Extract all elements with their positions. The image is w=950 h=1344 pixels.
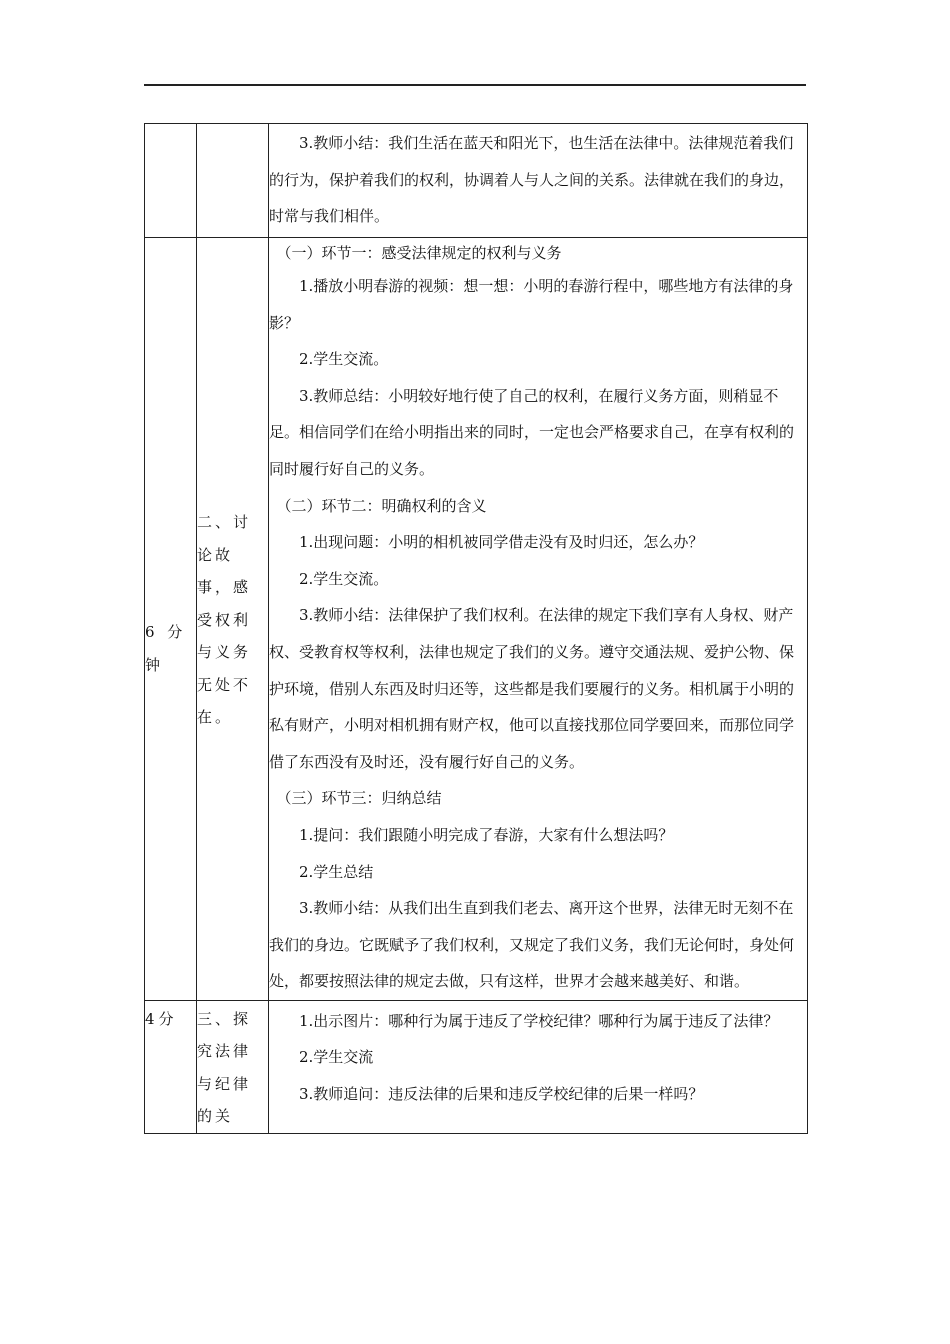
stage-cell bbox=[197, 124, 269, 238]
paragraph: 2.学生交流。 bbox=[299, 350, 389, 369]
paragraph: 3.教师小结：法律保护了我们权利。在法律的规定下我们享有人身权、财产权、受教育权等权利，法律也规定了我们的义务。遵守交通法规、爱护公物、保护环境，借别人东西及时归还等，这些都是我们要履行的义务。相机属于小明的私有财产，小明对相机拥有财产权，他可以直接找那位同学要回来，而那位同学借了东西没有及时还，没有履行好自己的义务。 bbox=[269, 606, 795, 771]
table-row bbox=[145, 238, 808, 1001]
table-row bbox=[145, 1000, 808, 1133]
section-heading: （一）环节一：感受法律规定的权利与义务 bbox=[276, 244, 562, 262]
content-cell bbox=[269, 238, 808, 1001]
header-rule bbox=[144, 84, 806, 86]
lesson-plan-table bbox=[144, 123, 808, 1134]
table-row bbox=[145, 124, 808, 238]
time-cell bbox=[145, 124, 197, 238]
paragraph: 3.教师总结：小明较好地行使了自己的权利，在履行义务方面，则稍显不足。相信同学们在给小明指出来的同时，一定也会严格要求自己，在享有权利的同时履行好自己的义务。 bbox=[269, 386, 795, 478]
stage-cell: 二、讨论故事，感受权利与义务无处不在。 bbox=[197, 238, 269, 1001]
paragraph: 2.学生交流。 bbox=[299, 569, 389, 588]
section-heading: （二）环节二：明确权利的含义 bbox=[276, 496, 487, 515]
section-heading: （三）环节三：归纳总结 bbox=[276, 789, 442, 808]
paragraph: 1.出现问题：小明的相机被同学借走没有及时归还，怎么办？ bbox=[299, 533, 704, 552]
stage-cell: 三、探究法律与纪律的关 bbox=[197, 1000, 269, 1133]
paragraph: 2.学生总结 bbox=[299, 862, 374, 881]
paragraph: 3.教师追问：违反法律的后果和违反学校纪律的后果一样吗？ bbox=[299, 1085, 704, 1104]
time-cell: 4分 bbox=[145, 1000, 197, 1133]
paragraph: 3.教师小结：从我们出生直到我们老去、离开这个世界，法律无时无刻不在我们的身边。它既赋予了我们权利，又规定了我们义务，我们无论何时，身处何处，都要按照法律的规定去做，只有这样，世界才会越来越美好、和谐。 bbox=[269, 899, 795, 991]
paragraph: 1.播放小明春游的视频：想一想：小明的春游行程中，哪些地方有法律的身影？ bbox=[269, 277, 794, 332]
paragraph: 2.学生交流 bbox=[299, 1048, 374, 1067]
content-cell bbox=[269, 124, 808, 238]
paragraph: 3.教师小结：我们生活在蓝天和阳光下，也生活在法律中。法律规范着我们的行为，保护着我们的权利，协调着人与人之间的关系。法律就在我们的身边，时常与我们相伴。 bbox=[269, 134, 795, 226]
paragraph: 1.提问：我们跟随小明完成了春游，大家有什么想法吗？ bbox=[299, 825, 674, 844]
time-cell: 6 分钟 bbox=[145, 238, 197, 1001]
content-cell bbox=[269, 1000, 808, 1133]
paragraph: 1.出示图片：哪种行为属于违反了学校纪律？哪种行为属于违反了法律？ bbox=[299, 1011, 779, 1030]
